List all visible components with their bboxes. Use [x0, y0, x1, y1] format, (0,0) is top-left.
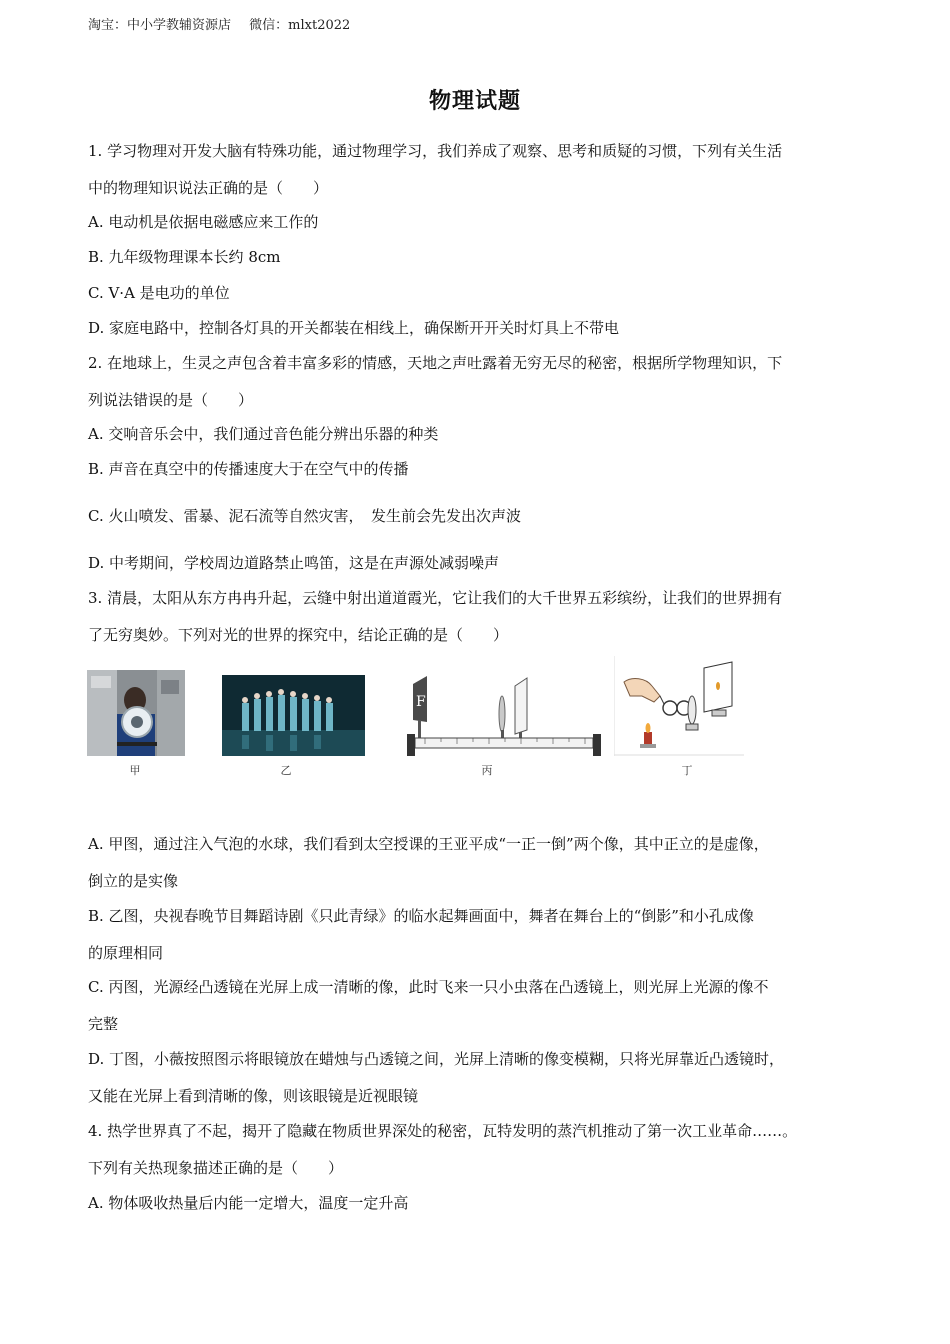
page-title: 物理试题 — [428, 88, 521, 114]
q1-option-d: D. 家庭电路中，控制各灯具的开关都装在相线上，确保断开开关时灯具上不带电 — [88, 319, 620, 337]
q3-option-a-line1: A. 甲图，通过注入气泡的水球，我们看到太空授课的王亚平成“一正一倒”两个像，其中正立的是虚像， — [88, 835, 769, 853]
figure-ding-caption: 丁 — [681, 764, 693, 777]
figure-yi-photo — [222, 675, 365, 756]
q2-stem-line1: 2. 在地球上，生灵之声包含着丰富多彩的情感，天地之声吐露着无穷无尽的秘密，根据所学物理知识，下 — [88, 354, 783, 372]
figure-jia-photo — [87, 670, 185, 756]
figure-ding-setup — [614, 656, 744, 756]
q4-stem-line2: 下列有关热现象描述正确的是（ ） — [88, 1159, 344, 1177]
q4-option-a: A. 物体吸收热量后内能一定增大，温度一定升高 — [88, 1194, 409, 1212]
q3-option-b-line2: 的原理相同 — [88, 944, 164, 962]
q1-stem-line1: 1. 学习物理对开发大脑有特殊功能，通过物理学习，我们养成了观察、思考和质疑的习惯，下列有关生活 — [88, 142, 783, 160]
q2-option-a: A. 交响音乐会中，我们通过音色能分辨出乐器的种类 — [88, 425, 439, 443]
q3-option-d-line1: D. 丁图，小薇按照图示将眼镜放在蜡烛与凸透镜之间，光屏上清晰的像变模糊，只将光屏靠近凸透镜时， — [88, 1050, 785, 1068]
q1-option-c: C. V·A 是电功的单位 — [88, 284, 230, 302]
q4-stem-line1: 4. 热学世界真了不起，揭开了隐藏在物质世界深处的秘密，瓦特发明的蒸汽机推动了第一次工业革命……。 — [88, 1122, 798, 1140]
q1-option-a: A. 电动机是依据电磁感应来工作的 — [88, 213, 319, 231]
q1-option-b: B. 九年级物理课本长约 8cm — [88, 248, 281, 266]
figure-yi-caption: 乙 — [280, 764, 292, 777]
bench-source-letter: F — [416, 694, 426, 710]
q3-option-b-line1: B. 乙图，央视春晚节目舞蹈诗剧《只此青绿》的临水起舞画面中，舞者在舞台上的“倒影”和小孔成像 — [88, 907, 754, 925]
q3-stem-line1: 3. 清晨，太阳从东方冉冉升起，云缝中射出道道霞光，它让我们的大千世界五彩缤纷，让我们的世界拥有 — [88, 589, 783, 607]
wechat-label: 微信：mlxt2022 — [249, 18, 351, 33]
q3-option-a-line2: 倒立的是实像 — [88, 872, 179, 890]
q2-option-d: D. 中考期间，学校周边道路禁止鸣笛，这是在声源处减弱噪声 — [88, 554, 500, 572]
q2-stem-line2: 列说法错误的是（ ） — [88, 391, 254, 409]
q2-option-c: C. 火山喷发、雷暴、泥石流等自然灾害， 发生前会先发出次声波 — [88, 507, 521, 525]
shop-label: 淘宝：中小学教辅资源店 — [88, 18, 232, 33]
q3-stem-line2: 了无穷奥妙。下列对光的世界的探究中，结论正确的是（ ） — [88, 626, 509, 644]
q1-stem-line2: 中的物理知识说法正确的是（ ） — [88, 179, 329, 197]
q3-option-c-line2: 完整 — [88, 1015, 119, 1033]
figure-bing-bench — [405, 672, 605, 760]
page-header — [88, 14, 350, 33]
figure-jia-caption: 甲 — [129, 764, 141, 777]
q3-option-c-line1: C. 丙图，光源经凸透镜在光屏上成一清晰的像，此时飞来一只小虫落在凸透镜上，则光屏上光源的像不 — [88, 978, 769, 996]
figure-bing-caption: 丙 — [481, 764, 493, 777]
q2-option-b: B. 声音在真空中的传播速度大于在空气中的传播 — [88, 460, 409, 478]
q3-option-d-line2: 又能在光屏上看到清晰的像，则该眼镜是近视眼镜 — [88, 1087, 419, 1105]
